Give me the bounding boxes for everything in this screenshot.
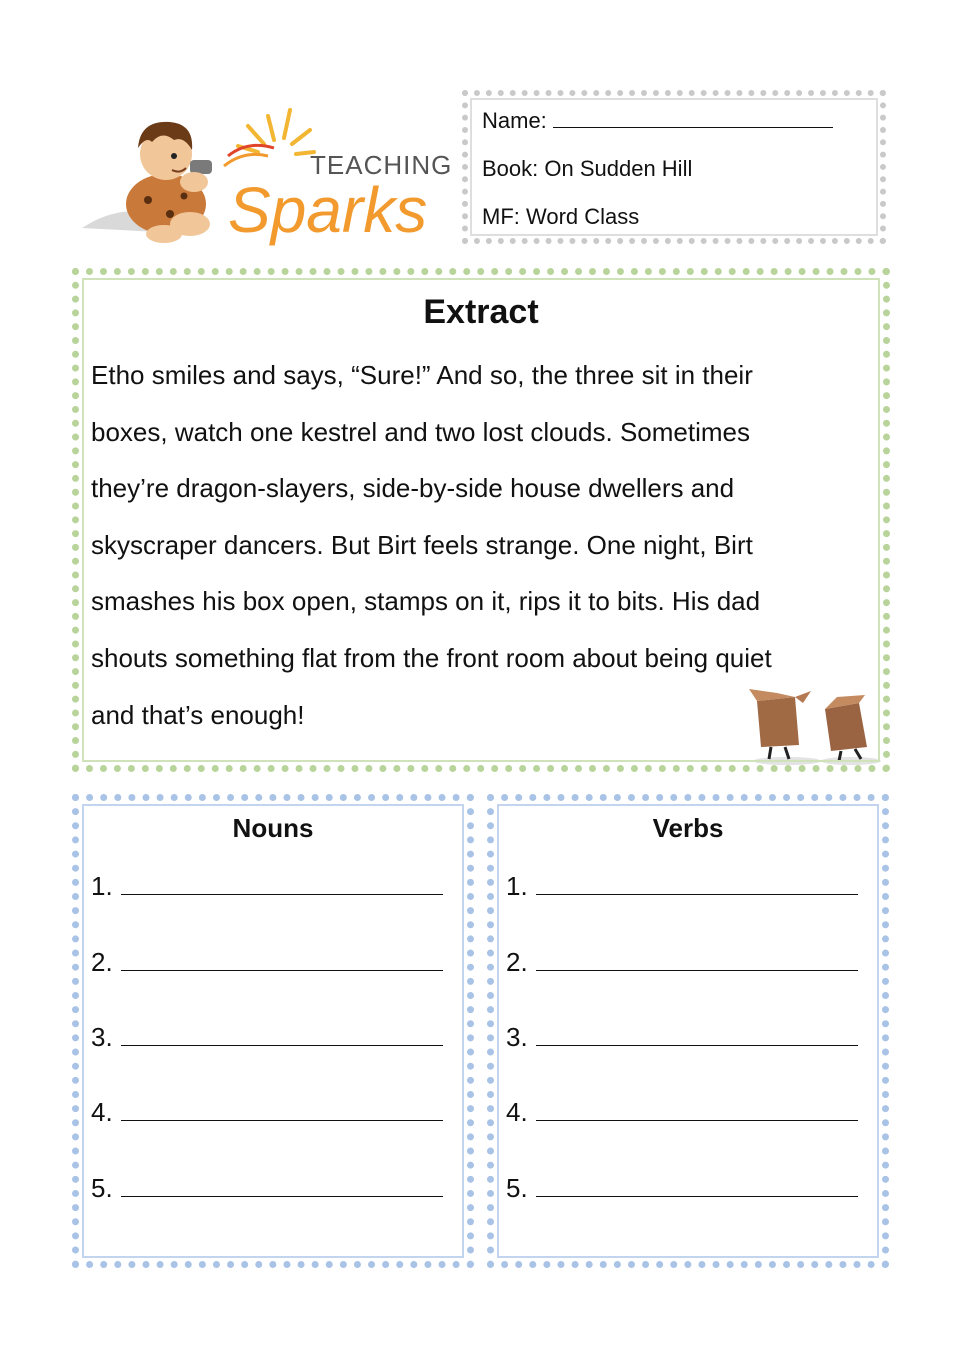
logo-teaching-text: TEACHING [310,150,453,180]
caveman-illustration-icon [126,122,212,243]
row-number: 5. [91,1173,113,1203]
verbs-panel [487,794,889,1268]
extract-line: skyscraper dancers. But Birt feels strange. One night, Birt [91,529,753,560]
row-number: 5. [506,1173,528,1203]
extract-line: they’re dragon-slayers, side-by-side house dwellers and [91,473,735,504]
answer-line[interactable] [536,874,858,895]
name-label: Name: [482,108,547,133]
answer-line[interactable] [121,950,443,971]
answer-line[interactable] [536,950,858,971]
answer-line[interactable] [121,1176,443,1197]
logo-graphic [78,96,458,256]
extract-line: Etho smiles and says, “Sure!” And so, the three sit in their [91,360,753,390]
verb-answer-row[interactable] [506,871,858,902]
teaching-sparks-logo [78,96,458,256]
row-number: 2. [91,947,113,977]
verb-answer-row[interactable] [506,1173,858,1204]
name-line [482,108,833,134]
nouns-panel [72,794,474,1268]
row-number: 4. [91,1097,113,1127]
noun-answer-row[interactable] [91,871,443,902]
row-number: 2. [506,947,528,977]
extract-line: shouts something flat from the front room about being quiet [91,642,772,673]
verb-answer-row[interactable] [506,947,858,978]
extract-line: and that’s enough! [91,699,305,730]
verbs-title: Verbs [652,813,724,843]
answer-line[interactable] [121,1100,443,1121]
book-label: Book: On Sudden Hill [482,156,693,181]
mf-label: MF: Word Class [482,204,640,229]
answer-line[interactable] [121,874,443,895]
noun-answer-row[interactable] [91,1097,443,1128]
extract-text [91,347,871,743]
noun-answer-row[interactable] [91,947,443,978]
row-number: 4. [506,1097,528,1127]
extract-line: boxes, watch one kestrel and two lost clouds. Sometimes [91,416,750,447]
noun-answer-row[interactable] [91,1022,443,1053]
verb-answer-row[interactable] [506,1097,858,1128]
extract-panel [72,268,890,772]
verb-answer-row[interactable] [506,1022,858,1053]
extract-line: smashes his box open, stamps on it, rips it to bits. His dad [91,586,761,617]
nouns-title: Nouns [232,813,314,843]
row-number: 1. [506,871,528,901]
answer-line[interactable] [536,1100,858,1121]
answer-line[interactable] [536,1176,858,1197]
noun-answer-row[interactable] [91,1173,443,1204]
row-number: 3. [91,1022,113,1052]
name-input-line[interactable] [553,109,833,128]
answer-line[interactable] [121,1025,443,1046]
row-number: 1. [91,871,113,901]
student-info-box [462,90,886,244]
answer-line[interactable] [536,1025,858,1046]
row-number: 3. [506,1022,528,1052]
walking-boxes-illustration-icon [747,687,887,767]
extract-title: Extract [423,293,539,331]
logo-sparks-text: Sparks [228,174,428,246]
